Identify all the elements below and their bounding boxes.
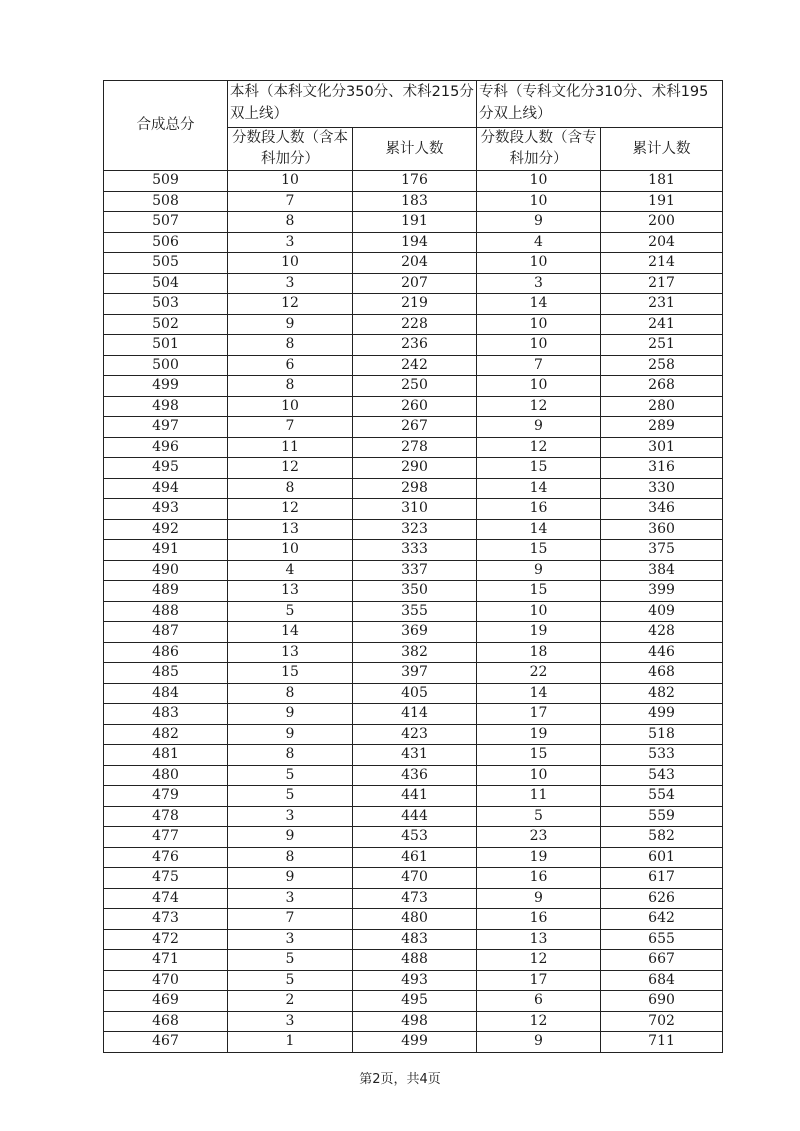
table-row — [104, 376, 723, 397]
header-zhuanke-segment: 分数段人数（含专科加分） — [477, 128, 601, 171]
table-row — [104, 294, 723, 315]
total-score-cell: 500 — [104, 355, 228, 376]
table-row — [104, 396, 723, 417]
table-row — [104, 232, 723, 253]
zhuanke-cumulative-cell: 684 — [601, 970, 723, 991]
benke-segment-cell: 9 — [228, 724, 353, 745]
zhuanke-cumulative-cell: 251 — [601, 335, 723, 356]
benke-cumulative-cell: 267 — [353, 417, 477, 438]
zhuanke-cumulative-cell: 711 — [601, 1032, 723, 1053]
zhuanke-cumulative-cell: 301 — [601, 437, 723, 458]
total-score-cell: 490 — [104, 560, 228, 581]
benke-cumulative-cell: 219 — [353, 294, 477, 315]
total-score-cell: 486 — [104, 642, 228, 663]
table-row — [104, 314, 723, 335]
table-row — [104, 560, 723, 581]
table-row — [104, 950, 723, 971]
zhuanke-cumulative-cell: 518 — [601, 724, 723, 745]
total-score-cell: 476 — [104, 847, 228, 868]
table-row — [104, 437, 723, 458]
benke-cumulative-cell: 278 — [353, 437, 477, 458]
benke-cumulative-cell: 369 — [353, 622, 477, 643]
benke-segment-cell: 3 — [228, 232, 353, 253]
total-score-cell: 499 — [104, 376, 228, 397]
total-score-cell: 502 — [104, 314, 228, 335]
total-score-cell: 507 — [104, 212, 228, 233]
benke-cumulative-cell: 242 — [353, 355, 477, 376]
zhuanke-segment-cell: 18 — [477, 642, 601, 663]
zhuanke-segment-cell: 17 — [477, 704, 601, 725]
benke-cumulative-cell: 290 — [353, 458, 477, 479]
table-row — [104, 601, 723, 622]
table-row — [104, 929, 723, 950]
benke-cumulative-cell: 204 — [353, 253, 477, 274]
zhuanke-cumulative-cell: 655 — [601, 929, 723, 950]
total-score-cell: 497 — [104, 417, 228, 438]
zhuanke-segment-cell: 13 — [477, 929, 601, 950]
total-score-cell: 482 — [104, 724, 228, 745]
benke-cumulative-cell: 473 — [353, 888, 477, 909]
benke-segment-cell: 4 — [228, 560, 353, 581]
benke-cumulative-cell: 405 — [353, 683, 477, 704]
zhuanke-segment-cell: 12 — [477, 437, 601, 458]
total-score-cell: 471 — [104, 950, 228, 971]
zhuanke-segment-cell: 12 — [477, 950, 601, 971]
zhuanke-cumulative-cell: 181 — [601, 171, 723, 192]
zhuanke-cumulative-cell: 360 — [601, 519, 723, 540]
table-row — [104, 724, 723, 745]
total-score-cell: 484 — [104, 683, 228, 704]
zhuanke-segment-cell: 10 — [477, 335, 601, 356]
benke-segment-cell: 3 — [228, 888, 353, 909]
total-score-cell: 498 — [104, 396, 228, 417]
benke-cumulative-cell: 441 — [353, 786, 477, 807]
total-score-cell: 469 — [104, 991, 228, 1012]
zhuanke-segment-cell: 5 — [477, 806, 601, 827]
table-row — [104, 212, 723, 233]
zhuanke-segment-cell: 10 — [477, 171, 601, 192]
zhuanke-segment-cell: 23 — [477, 827, 601, 848]
header-benke-title: 本科（本科文化分350分、术科215分双上线） — [230, 84, 474, 122]
total-score-cell: 504 — [104, 273, 228, 294]
zhuanke-cumulative-cell: 231 — [601, 294, 723, 315]
benke-cumulative-cell: 228 — [353, 314, 477, 335]
zhuanke-cumulative-cell: 409 — [601, 601, 723, 622]
zhuanke-cumulative-cell: 280 — [601, 396, 723, 417]
zhuanke-cumulative-cell: 258 — [601, 355, 723, 376]
benke-cumulative-cell: 310 — [353, 499, 477, 520]
total-score-cell: 474 — [104, 888, 228, 909]
zhuanke-cumulative-cell: 399 — [601, 581, 723, 602]
benke-segment-cell: 8 — [228, 478, 353, 499]
zhuanke-cumulative-cell: 214 — [601, 253, 723, 274]
zhuanke-segment-cell: 9 — [477, 888, 601, 909]
table-row — [104, 745, 723, 766]
total-score-cell: 485 — [104, 663, 228, 684]
total-score-cell: 494 — [104, 478, 228, 499]
zhuanke-cumulative-cell: 543 — [601, 765, 723, 786]
total-score-cell: 475 — [104, 868, 228, 889]
table-row — [104, 478, 723, 499]
zhuanke-cumulative-cell: 217 — [601, 273, 723, 294]
benke-segment-cell: 3 — [228, 929, 353, 950]
benke-cumulative-cell: 337 — [353, 560, 477, 581]
table-row — [104, 622, 723, 643]
benke-cumulative-cell: 191 — [353, 212, 477, 233]
benke-segment-cell: 8 — [228, 745, 353, 766]
table-row — [104, 970, 723, 991]
benke-segment-cell: 9 — [228, 704, 353, 725]
benke-segment-cell: 14 — [228, 622, 353, 643]
zhuanke-segment-cell: 9 — [477, 212, 601, 233]
benke-segment-cell: 13 — [228, 581, 353, 602]
benke-cumulative-cell: 498 — [353, 1011, 477, 1032]
zhuanke-cumulative-cell: 582 — [601, 827, 723, 848]
benke-cumulative-cell: 350 — [353, 581, 477, 602]
header-benke-segment: 分数段人数（含本科加分） — [228, 128, 353, 171]
benke-segment-cell: 12 — [228, 458, 353, 479]
benke-segment-cell: 10 — [228, 253, 353, 274]
zhuanke-segment-cell: 9 — [477, 417, 601, 438]
zhuanke-cumulative-cell: 499 — [601, 704, 723, 725]
benke-segment-cell: 8 — [228, 376, 353, 397]
total-score-cell: 492 — [104, 519, 228, 540]
zhuanke-segment-cell: 15 — [477, 581, 601, 602]
table-row — [104, 191, 723, 212]
zhuanke-segment-cell: 12 — [477, 1011, 601, 1032]
zhuanke-cumulative-cell: 559 — [601, 806, 723, 827]
benke-cumulative-cell: 236 — [353, 335, 477, 356]
zhuanke-segment-cell: 15 — [477, 745, 601, 766]
benke-segment-cell: 5 — [228, 950, 353, 971]
benke-segment-cell: 12 — [228, 294, 353, 315]
header-total-score: 合成总分 — [104, 81, 228, 171]
table-row — [104, 888, 723, 909]
benke-segment-cell: 10 — [228, 396, 353, 417]
total-score-cell: 491 — [104, 540, 228, 561]
zhuanke-segment-cell: 7 — [477, 355, 601, 376]
benke-cumulative-cell: 423 — [353, 724, 477, 745]
zhuanke-cumulative-cell: 200 — [601, 212, 723, 233]
benke-cumulative-cell: 493 — [353, 970, 477, 991]
benke-segment-cell: 5 — [228, 970, 353, 991]
zhuanke-segment-cell: 16 — [477, 499, 601, 520]
zhuanke-cumulative-cell: 468 — [601, 663, 723, 684]
table-row — [104, 1032, 723, 1053]
benke-cumulative-cell: 183 — [353, 191, 477, 212]
benke-segment-cell: 8 — [228, 335, 353, 356]
benke-segment-cell: 8 — [228, 212, 353, 233]
table-row — [104, 991, 723, 1012]
zhuanke-segment-cell: 19 — [477, 724, 601, 745]
table-row — [104, 765, 723, 786]
total-score-cell: 481 — [104, 745, 228, 766]
total-score-cell: 478 — [104, 806, 228, 827]
table-row — [104, 806, 723, 827]
benke-cumulative-cell: 414 — [353, 704, 477, 725]
zhuanke-segment-cell: 10 — [477, 601, 601, 622]
benke-segment-cell: 13 — [228, 642, 353, 663]
table-row — [104, 909, 723, 930]
benke-cumulative-cell: 461 — [353, 847, 477, 868]
benke-cumulative-cell: 495 — [353, 991, 477, 1012]
zhuanke-cumulative-cell: 316 — [601, 458, 723, 479]
benke-cumulative-cell: 436 — [353, 765, 477, 786]
benke-cumulative-cell: 207 — [353, 273, 477, 294]
table-row — [104, 868, 723, 889]
benke-segment-cell: 5 — [228, 765, 353, 786]
zhuanke-segment-cell: 10 — [477, 253, 601, 274]
score-distribution-table — [103, 80, 723, 1053]
benke-cumulative-cell: 488 — [353, 950, 477, 971]
benke-segment-cell: 5 — [228, 601, 353, 622]
total-score-cell: 508 — [104, 191, 228, 212]
total-score-cell: 468 — [104, 1011, 228, 1032]
zhuanke-cumulative-cell: 642 — [601, 909, 723, 930]
zhuanke-segment-cell: 16 — [477, 909, 601, 930]
header-benke-group — [228, 81, 477, 128]
zhuanke-segment-cell: 17 — [477, 970, 601, 991]
total-score-cell: 501 — [104, 335, 228, 356]
table-row — [104, 458, 723, 479]
benke-cumulative-cell: 333 — [353, 540, 477, 561]
zhuanke-segment-cell: 22 — [477, 663, 601, 684]
total-score-cell: 489 — [104, 581, 228, 602]
table-row — [104, 171, 723, 192]
total-score-cell: 472 — [104, 929, 228, 950]
zhuanke-segment-cell: 9 — [477, 560, 601, 581]
table-body — [104, 171, 723, 1053]
header-benke-cumulative: 累计人数 — [353, 128, 477, 171]
zhuanke-cumulative-cell: 346 — [601, 499, 723, 520]
zhuanke-cumulative-cell: 482 — [601, 683, 723, 704]
total-score-cell: 487 — [104, 622, 228, 643]
benke-cumulative-cell: 250 — [353, 376, 477, 397]
header-zhuanke-cumulative: 累计人数 — [601, 128, 723, 171]
benke-cumulative-cell: 444 — [353, 806, 477, 827]
zhuanke-cumulative-cell: 446 — [601, 642, 723, 663]
zhuanke-segment-cell: 12 — [477, 396, 601, 417]
zhuanke-cumulative-cell: 601 — [601, 847, 723, 868]
benke-segment-cell: 10 — [228, 540, 353, 561]
zhuanke-segment-cell: 14 — [477, 683, 601, 704]
zhuanke-segment-cell: 19 — [477, 622, 601, 643]
table-row — [104, 683, 723, 704]
benke-segment-cell: 7 — [228, 191, 353, 212]
table-row — [104, 253, 723, 274]
total-score-cell: 505 — [104, 253, 228, 274]
benke-cumulative-cell: 260 — [353, 396, 477, 417]
table-row — [104, 499, 723, 520]
benke-cumulative-cell: 176 — [353, 171, 477, 192]
benke-segment-cell: 3 — [228, 806, 353, 827]
benke-segment-cell: 2 — [228, 991, 353, 1012]
zhuanke-cumulative-cell: 428 — [601, 622, 723, 643]
zhuanke-cumulative-cell: 702 — [601, 1011, 723, 1032]
zhuanke-cumulative-cell: 384 — [601, 560, 723, 581]
zhuanke-cumulative-cell: 533 — [601, 745, 723, 766]
zhuanke-cumulative-cell: 289 — [601, 417, 723, 438]
total-score-cell: 483 — [104, 704, 228, 725]
total-score-cell: 493 — [104, 499, 228, 520]
table-row — [104, 335, 723, 356]
zhuanke-segment-cell: 15 — [477, 458, 601, 479]
zhuanke-segment-cell: 4 — [477, 232, 601, 253]
total-score-cell: 479 — [104, 786, 228, 807]
zhuanke-cumulative-cell: 667 — [601, 950, 723, 971]
benke-cumulative-cell: 453 — [353, 827, 477, 848]
benke-segment-cell: 10 — [228, 171, 353, 192]
benke-cumulative-cell: 499 — [353, 1032, 477, 1053]
table-row — [104, 417, 723, 438]
zhuanke-segment-cell: 14 — [477, 478, 601, 499]
table-row — [104, 581, 723, 602]
benke-segment-cell: 7 — [228, 417, 353, 438]
zhuanke-segment-cell: 9 — [477, 1032, 601, 1053]
zhuanke-cumulative-cell: 330 — [601, 478, 723, 499]
zhuanke-segment-cell: 19 — [477, 847, 601, 868]
page-footer: 第2页，共4页 — [359, 1072, 441, 1087]
benke-segment-cell: 15 — [228, 663, 353, 684]
table-row — [104, 847, 723, 868]
zhuanke-cumulative-cell: 241 — [601, 314, 723, 335]
benke-cumulative-cell: 355 — [353, 601, 477, 622]
benke-segment-cell: 5 — [228, 786, 353, 807]
benke-cumulative-cell: 470 — [353, 868, 477, 889]
benke-cumulative-cell: 298 — [353, 478, 477, 499]
zhuanke-segment-cell: 3 — [477, 273, 601, 294]
zhuanke-cumulative-cell: 617 — [601, 868, 723, 889]
benke-segment-cell: 9 — [228, 827, 353, 848]
table-row — [104, 519, 723, 540]
total-score-cell: 503 — [104, 294, 228, 315]
table-row — [104, 704, 723, 725]
benke-segment-cell: 11 — [228, 437, 353, 458]
table-row — [104, 642, 723, 663]
total-score-cell: 470 — [104, 970, 228, 991]
benke-segment-cell: 7 — [228, 909, 353, 930]
total-score-cell: 496 — [104, 437, 228, 458]
zhuanke-cumulative-cell: 191 — [601, 191, 723, 212]
benke-segment-cell: 8 — [228, 683, 353, 704]
table-row — [104, 273, 723, 294]
zhuanke-segment-cell: 10 — [477, 765, 601, 786]
zhuanke-segment-cell: 6 — [477, 991, 601, 1012]
zhuanke-cumulative-cell: 626 — [601, 888, 723, 909]
zhuanke-cumulative-cell: 268 — [601, 376, 723, 397]
benke-segment-cell: 8 — [228, 847, 353, 868]
total-score-cell: 467 — [104, 1032, 228, 1053]
total-score-cell: 477 — [104, 827, 228, 848]
zhuanke-segment-cell: 10 — [477, 376, 601, 397]
benke-segment-cell: 9 — [228, 868, 353, 889]
benke-segment-cell: 1 — [228, 1032, 353, 1053]
zhuanke-segment-cell: 14 — [477, 519, 601, 540]
benke-segment-cell: 12 — [228, 499, 353, 520]
zhuanke-segment-cell: 11 — [477, 786, 601, 807]
benke-cumulative-cell: 480 — [353, 909, 477, 930]
header-zhuanke-title: 专科（专科文化分310分、术科195分双上线） — [479, 84, 709, 122]
table-row — [104, 1011, 723, 1032]
benke-segment-cell: 3 — [228, 273, 353, 294]
zhuanke-cumulative-cell: 204 — [601, 232, 723, 253]
benke-segment-cell: 6 — [228, 355, 353, 376]
total-score-cell: 495 — [104, 458, 228, 479]
zhuanke-cumulative-cell: 375 — [601, 540, 723, 561]
total-score-cell: 509 — [104, 171, 228, 192]
benke-cumulative-cell: 431 — [353, 745, 477, 766]
benke-cumulative-cell: 397 — [353, 663, 477, 684]
zhuanke-segment-cell: 14 — [477, 294, 601, 315]
zhuanke-segment-cell: 15 — [477, 540, 601, 561]
total-score-cell: 488 — [104, 601, 228, 622]
total-score-cell: 480 — [104, 765, 228, 786]
table-row — [104, 663, 723, 684]
table-row — [104, 355, 723, 376]
zhuanke-segment-cell: 16 — [477, 868, 601, 889]
zhuanke-cumulative-cell: 554 — [601, 786, 723, 807]
benke-cumulative-cell: 483 — [353, 929, 477, 950]
benke-cumulative-cell: 382 — [353, 642, 477, 663]
zhuanke-cumulative-cell: 690 — [601, 991, 723, 1012]
total-score-cell: 506 — [104, 232, 228, 253]
zhuanke-segment-cell: 10 — [477, 191, 601, 212]
benke-segment-cell: 3 — [228, 1011, 353, 1032]
benke-segment-cell: 13 — [228, 519, 353, 540]
zhuanke-segment-cell: 10 — [477, 314, 601, 335]
benke-cumulative-cell: 194 — [353, 232, 477, 253]
benke-segment-cell: 9 — [228, 314, 353, 335]
benke-cumulative-cell: 323 — [353, 519, 477, 540]
total-score-cell: 473 — [104, 909, 228, 930]
table-row — [104, 827, 723, 848]
table-row — [104, 540, 723, 561]
header-zhuanke-group — [477, 81, 723, 128]
table-row — [104, 786, 723, 807]
